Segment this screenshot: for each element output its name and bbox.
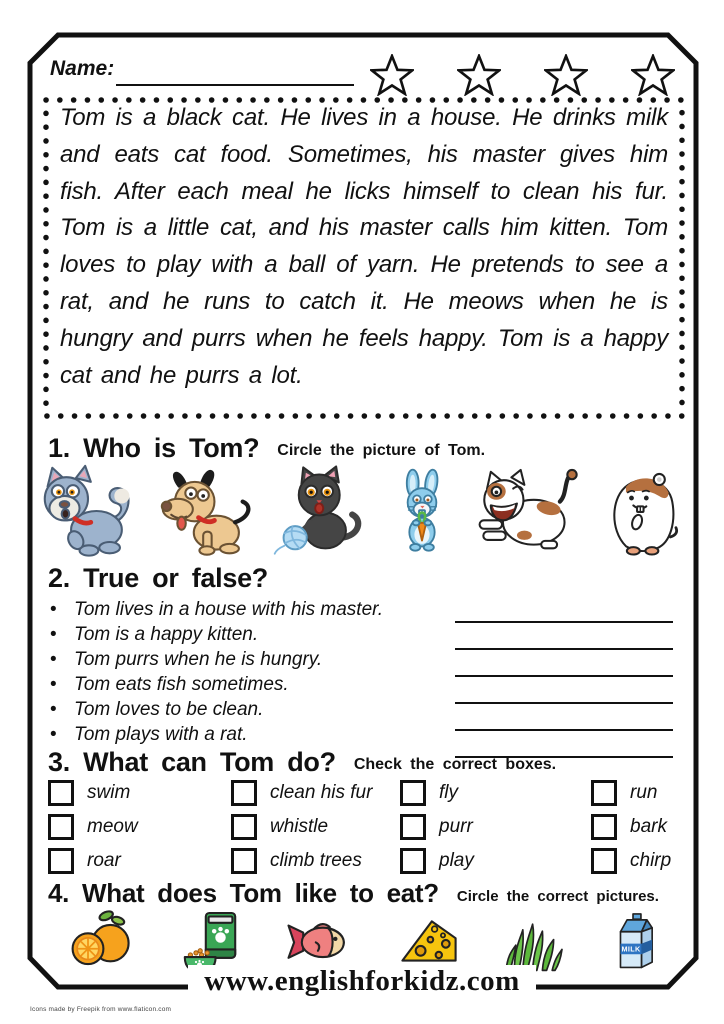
- bullet-dot: •: [50, 723, 57, 745]
- q4-title: 4. What does Tom like to eat?: [48, 878, 439, 908]
- true-false-statement: • Tom is a happy kitten.: [50, 623, 259, 645]
- q1-title: 1. Who is Tom?: [48, 433, 260, 463]
- q4-instruction: Circle the correct pictures.: [456, 888, 659, 905]
- q2-answer-lines: [455, 596, 673, 758]
- checkbox-option: fly: [400, 780, 474, 806]
- q3-instruction: Check the correct boxes.: [353, 756, 557, 773]
- answer-line[interactable]: [455, 650, 673, 677]
- checkbox[interactable]: [400, 780, 426, 806]
- q3-column-2: [231, 780, 372, 882]
- checkbox[interactable]: [48, 814, 74, 840]
- attribution-text: Icons made by Freepik from www.flaticon.com: [30, 1006, 172, 1013]
- checkbox-option: roar: [48, 848, 138, 874]
- q2-statements: [50, 597, 450, 747]
- white-brown-cat-image[interactable]: [474, 464, 586, 558]
- checkbox[interactable]: [48, 848, 74, 874]
- checkbox-option: clean his fur: [231, 780, 372, 806]
- reading-passage: Tom is a black cat. He lives in a house. He drinks milk and eats cat food. Sometimes, his master gives him fish. After each meal he licks himself to clean his fur. Tom is a little cat, and his master calls him kitten. Tom loves to play with a ball of yarn. He pretends to see a rat, and he runs to catch it. He meows when he is hungry and purrs when he feels happy. Tom is a happy cat and he purrs a lot.: [60, 104, 668, 389]
- answer-line[interactable]: [455, 596, 673, 623]
- bullet-dot: •: [50, 698, 57, 720]
- q3-title: 3. What can Tom do?: [48, 747, 336, 777]
- q2-heading: [48, 563, 268, 594]
- rabbit-image[interactable]: [384, 464, 460, 558]
- q1-heading: [48, 433, 485, 464]
- q3-column-3: [400, 780, 474, 882]
- q3-column-1: [48, 780, 138, 882]
- checkbox-option: play: [400, 848, 474, 874]
- name-label: Name:: [50, 57, 115, 80]
- milk-label: MILK: [621, 944, 641, 954]
- q4-heading: [48, 878, 659, 909]
- checkbox[interactable]: [591, 780, 617, 806]
- bullet-dot: •: [50, 648, 57, 670]
- hamster-image[interactable]: [600, 464, 688, 558]
- footer: [0, 965, 724, 998]
- footer-url: www.englishforkidz.com: [188, 965, 536, 997]
- true-false-statement: • Tom purrs when he is hungry.: [50, 648, 323, 670]
- answer-line[interactable]: [455, 677, 673, 704]
- checkbox[interactable]: [231, 848, 257, 874]
- checkbox-option: meow: [48, 814, 138, 840]
- bullet-dot: •: [50, 673, 57, 695]
- grey-cat-image[interactable]: [36, 464, 140, 558]
- checkbox[interactable]: [400, 848, 426, 874]
- checkbox[interactable]: [231, 780, 257, 806]
- checkbox-option: swim: [48, 780, 138, 806]
- checkbox[interactable]: [231, 814, 257, 840]
- checkbox-option: climb trees: [231, 848, 372, 874]
- q3-column-4: [591, 780, 671, 882]
- checkbox-option: whistle: [231, 814, 372, 840]
- true-false-statement: • Tom plays with a rat.: [50, 723, 248, 745]
- checkbox-option: bark: [591, 814, 671, 840]
- checkbox[interactable]: [400, 814, 426, 840]
- checkbox-option: run: [591, 780, 671, 806]
- q2-title: 2. True or false?: [48, 563, 268, 593]
- true-false-statement: • Tom lives in a house with his master.: [50, 598, 384, 620]
- dog-image[interactable]: [154, 464, 258, 558]
- answer-line[interactable]: [455, 704, 673, 731]
- q1-picture-row: [36, 462, 688, 558]
- black-cat-image[interactable]: [272, 464, 370, 558]
- q3-heading: [48, 747, 556, 778]
- checkbox[interactable]: [591, 814, 617, 840]
- bullet-dot: •: [50, 623, 57, 645]
- true-false-statement: • Tom eats fish sometimes.: [50, 673, 289, 695]
- checkbox-option: chirp: [591, 848, 671, 874]
- bullet-dot: •: [50, 598, 57, 620]
- checkbox-option: purr: [400, 814, 474, 840]
- answer-line[interactable]: [455, 623, 673, 650]
- q1-instruction: Circle the picture of Tom.: [277, 442, 486, 459]
- checkbox[interactable]: [48, 780, 74, 806]
- true-false-statement: • Tom loves to be clean.: [50, 698, 264, 720]
- checkbox[interactable]: [591, 848, 617, 874]
